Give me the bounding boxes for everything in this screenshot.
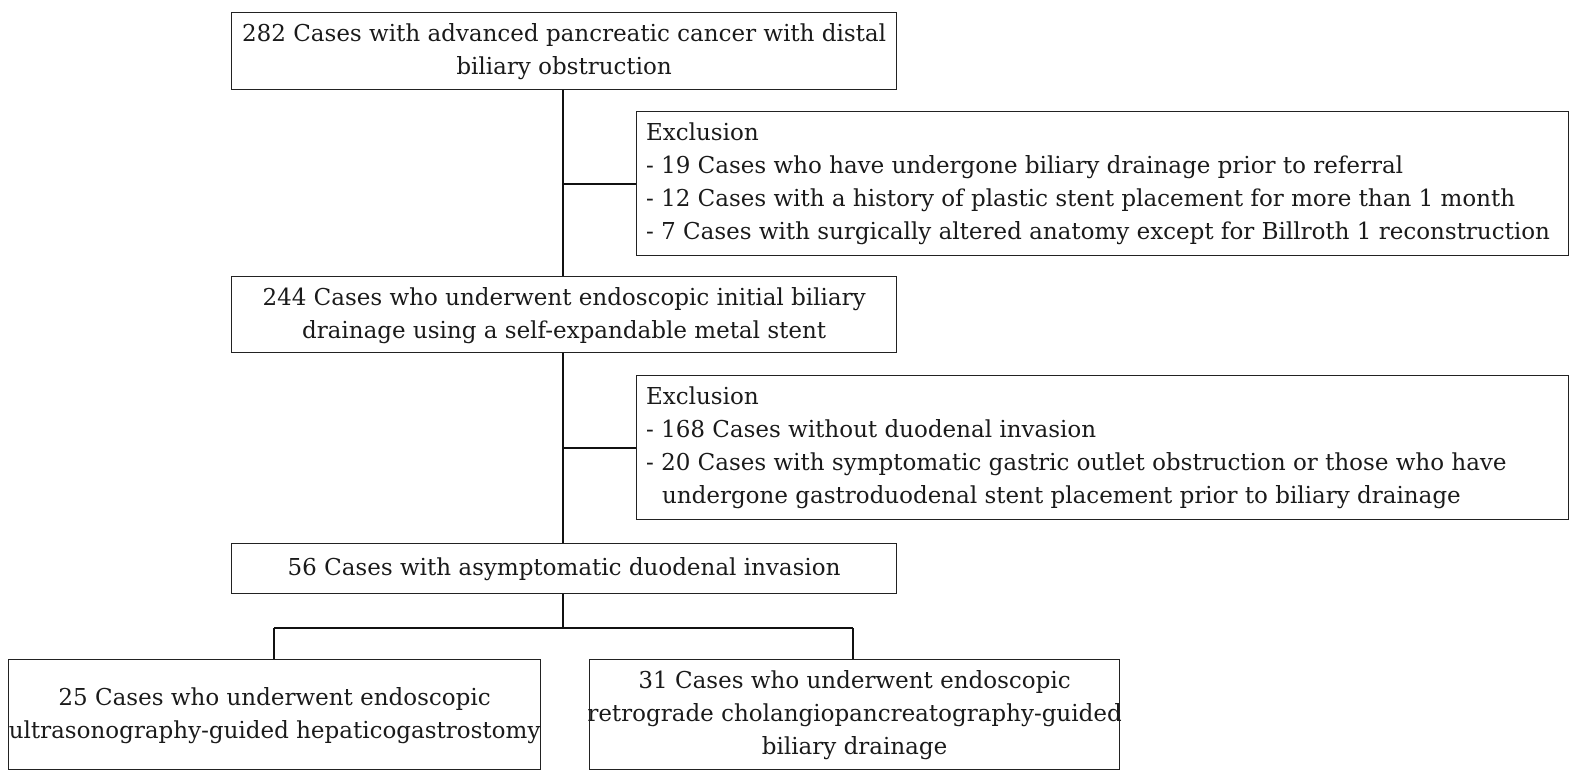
step1-box [231,12,897,90]
step1-line2: biliary obstruction [456,54,672,80]
exclusion2-box [636,375,1569,520]
eus-line1: 25 Cases who underwent endoscopic [58,684,491,711]
step2-line1: 244 Cases who underwent endoscopic initial biliary [262,284,866,311]
exclusion1-title: Exclusion [646,120,759,146]
step1-line1: 282 Cases with advanced pancreatic cancer with distal [242,21,886,47]
exclusion2-item-continuation: undergone gastroduodenal stent placement prior to biliary drainage [662,483,1461,509]
exclusion1-item: - 19 Cases who have undergone biliary drainage prior to referral [646,153,1404,179]
ercp-line3: biliary drainage [761,734,948,760]
ercp-group-box [589,659,1120,770]
eus-line2: ultrasonography-guided hepaticogastrostomy [8,717,541,744]
eus-group-box [8,659,541,770]
exclusion2-item: - 168 Cases without duodenal invasion [646,417,1097,443]
exclusion1-item: - 7 Cases with surgically altered anatomy except for Billroth 1 reconstruction [646,219,1550,245]
ercp-line2: retrograde cholangiopancreatography-guided [587,701,1122,727]
step2-box [231,276,897,353]
exclusion2-title: Exclusion [646,384,759,410]
ercp-line1: 31 Cases who underwent endoscopic [638,668,1071,694]
step2-line2: drainage using a self-expandable metal stent [301,317,827,344]
step3-box [231,543,897,594]
exclusion2-item: - 20 Cases with symptomatic gastric outlet obstruction or those who have [646,450,1507,476]
exclusion1-box [636,111,1569,256]
exclusion1-item: - 12 Cases with a history of plastic stent placement for more than 1 month [646,186,1516,212]
step3-text: 56 Cases with asymptomatic duodenal invasion [287,555,841,581]
